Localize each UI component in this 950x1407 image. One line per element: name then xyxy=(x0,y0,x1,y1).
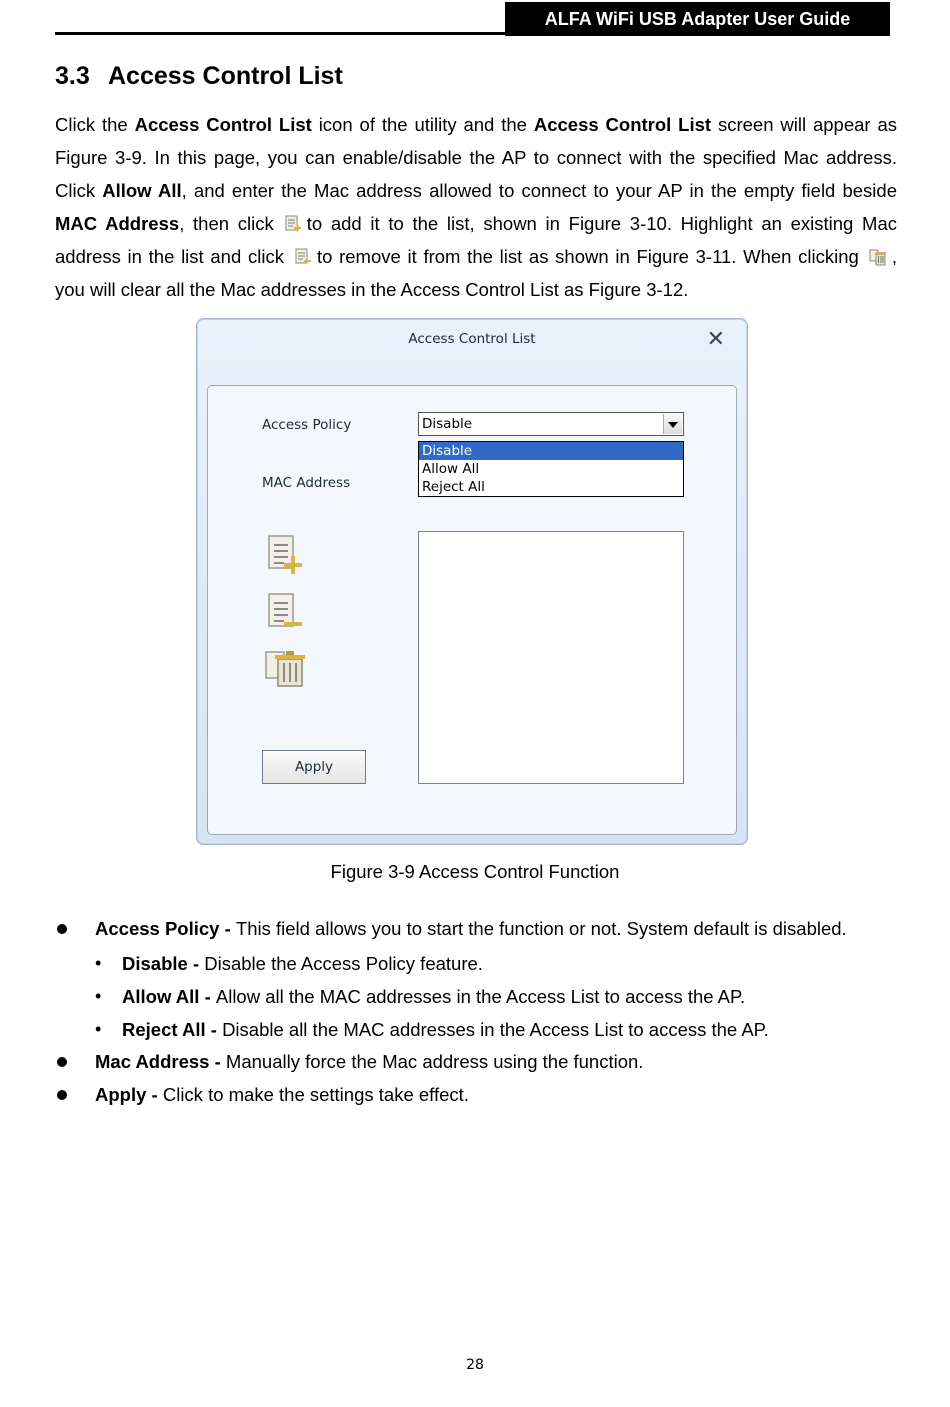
intro-text: to remove it from the list as shown in Figure 3-11. When clicking xyxy=(316,246,859,267)
bullet-dot xyxy=(57,924,67,934)
section-title xyxy=(55,62,343,91)
clear-all-trash-icon[interactable] xyxy=(264,646,308,690)
bullet-dot xyxy=(57,1090,67,1100)
sub-bullet-dot: • xyxy=(95,1019,102,1039)
intro-text: , then click xyxy=(179,213,274,234)
page-number: 28 xyxy=(466,1357,484,1373)
bullet-desc: Manually force the Mac address using the function. xyxy=(225,1051,644,1072)
sub-bullet-dot: • xyxy=(95,953,102,973)
figure-caption: Figure 3-9 Access Control Function xyxy=(330,861,620,882)
bullet-term: Apply - xyxy=(95,1084,163,1105)
intro-bold: Access Control List xyxy=(533,114,712,135)
clear-all-icon xyxy=(869,248,887,266)
remove-entry-icon xyxy=(294,248,312,266)
option-reject-all[interactable]: Reject All xyxy=(422,479,485,495)
add-entry-icon xyxy=(284,215,302,233)
bullet-term: Mac Address - xyxy=(95,1051,226,1072)
intro-text: icon of the utility and the xyxy=(311,114,534,135)
bullet-term: Allow All - xyxy=(122,986,216,1007)
sub-bullet-dot: • xyxy=(95,986,102,1006)
intro-bold: Access Control List xyxy=(134,114,312,135)
add-mac-icon[interactable] xyxy=(264,533,308,577)
header-title: ALFA WiFi USB Adapter User Guide xyxy=(505,2,890,36)
option-allow-all[interactable]: Allow All xyxy=(422,461,480,477)
apply-button[interactable]: Apply xyxy=(262,750,366,784)
bullet-desc: Disable all the MAC addresses in the Access List to access the AP. xyxy=(222,1019,769,1040)
intro-bold: Allow All xyxy=(102,180,182,201)
bullet-desc: Disable the Access Policy feature. xyxy=(204,953,483,974)
access-policy-select[interactable] xyxy=(418,412,684,436)
mac-address-list[interactable] xyxy=(418,531,684,784)
intro-paragraph xyxy=(55,108,897,306)
intro-bold: MAC Address xyxy=(55,213,180,234)
section-heading: Access Control List xyxy=(108,62,343,90)
bullet-desc: This field allows you to start the function or not. System default is disabled. xyxy=(235,918,847,939)
dialog-title: Access Control List xyxy=(408,331,536,347)
bullet-desc: Click to make the settings take effect. xyxy=(162,1084,469,1105)
select-value: Disable xyxy=(422,416,473,432)
access-policy-label: Access Policy xyxy=(262,417,352,433)
access-control-dialog xyxy=(196,318,748,845)
bullet-dot xyxy=(57,1057,67,1067)
intro-text: Click the xyxy=(55,114,135,135)
section-number: 3.3 xyxy=(55,62,90,90)
bullet-term: Disable - xyxy=(122,953,205,974)
mac-address-label: MAC Address xyxy=(262,475,351,491)
bullet-term: Access Policy - xyxy=(95,918,236,939)
option-disable[interactable]: Disable xyxy=(419,442,683,460)
access-policy-dropdown xyxy=(418,441,684,497)
remove-mac-icon[interactable] xyxy=(264,591,308,635)
intro-text: , and enter the Mac address allowed to connect to your AP in the empty field beside xyxy=(181,180,897,201)
close-icon[interactable]: ✕ xyxy=(706,327,725,352)
intro-text: to add it to the list, shown in Figure 3-10. Highlight an existing Mac address in the list and click xyxy=(55,213,897,267)
bullet-term: Reject All - xyxy=(122,1019,223,1040)
chevron-down-icon[interactable] xyxy=(663,414,682,434)
bullet-desc: Allow all the MAC addresses in the Access List to access the AP. xyxy=(215,986,746,1007)
intro-text: screen will appear as Figure 3-9. In this page, you can enable/disable the AP to connect with the specified Mac address. Click xyxy=(55,114,897,201)
intro-text: , you will clear all the Mac addresses in the Access Control List as Figure 3-12. xyxy=(55,246,897,300)
dialog-body xyxy=(207,385,737,835)
